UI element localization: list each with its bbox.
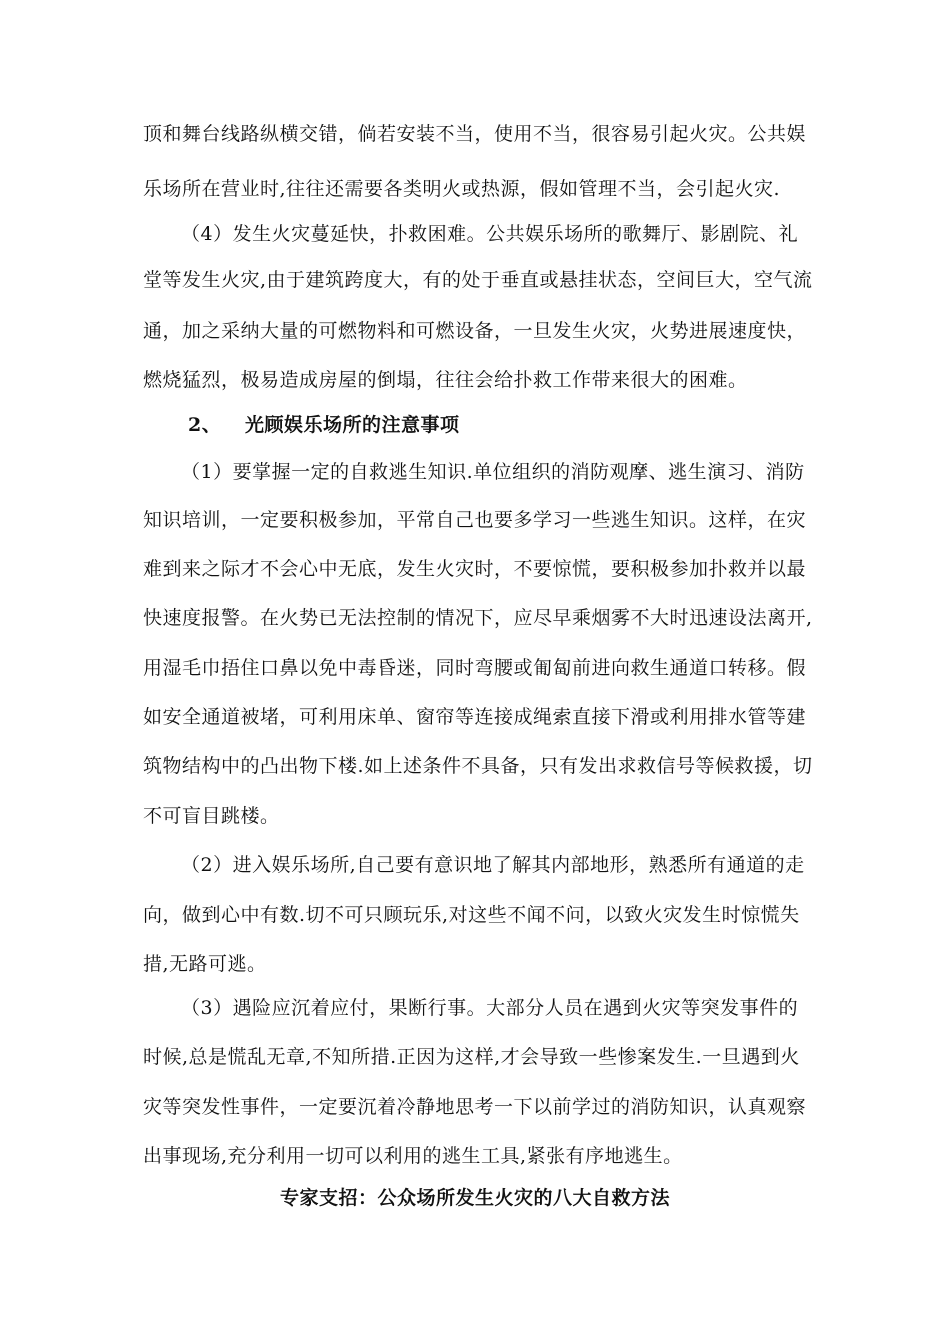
paragraph-line: 乐场所在营业时,往往还需要各类明火或热源，假如管理不当，会引起火灾. <box>143 178 781 200</box>
paragraph-line: 快速度报警。在火势已无法控制的情况下，应尽早乘烟雾不大时迅速设法离开, <box>143 607 813 629</box>
paragraph-line: 通，加之采纳大量的可燃物料和可燃设备，一旦发生火灾，火势进展速度快， <box>143 320 807 342</box>
paragraph-line: 难到来之际才不会心中无底，发生火灾时，不要惊慌，要积极参加扑救并以最 <box>143 558 807 580</box>
paragraph-line: 堂等发生火灾,由于建筑跨度大，有的处于垂直或悬挂状态，空间巨大，空气流 <box>143 269 813 291</box>
paragraph-line: 知识培训，一定要积极参加，平常自己也要多学习一些逃生知识。这样，在灾 <box>143 509 807 531</box>
paragraph-line: （4）发生火灾蔓延快，扑救困难。公共娱乐场所的歌舞厅、影剧院、礼 <box>181 223 799 245</box>
paragraph-line: 灾等突发性事件，一定要沉着冷静地思考一下以前学过的消防知识，认真观察 <box>143 1096 807 1118</box>
paragraph-line: 向，做到心中有数.切不可只顾玩乐,对这些不闻不问，以致火灾发生时惊慌失 <box>143 904 800 926</box>
paragraph-line: 用湿毛巾捂住口鼻以免中毒昏迷，同时弯腰或匍匐前进向救生通道口转移。假 <box>143 657 807 679</box>
final-heading: 专家支招：公众场所发生火灾的八大自救方法 <box>279 1187 670 1209</box>
section-title: 光顾娱乐场所的注意事项 <box>245 414 460 436</box>
paragraph-line: （2）进入娱乐场所,自己要有意识地了解其内部地形，熟悉所有通道的走 <box>181 854 805 876</box>
paragraph-line: 出事现场,充分利用一切可以利用的逃生工具,紧张有序地逃生。 <box>143 1145 683 1167</box>
paragraph-line: 不可盲目跳楼。 <box>143 805 280 827</box>
paragraph-line: （3）遇险应沉着应付，果断行事。大部分人员在遇到火灾等突发事件的 <box>181 997 799 1019</box>
paragraph-line: 筑物结构中的凸出物下楼.如上述条件不具备，只有发出求救信号等候救援，切 <box>143 755 813 777</box>
paragraph-line: 如安全通道被堵，可利用床单、窗帘等连接成绳索直接下滑或利用排水管等建 <box>143 706 807 728</box>
paragraph-line: 措,无路可逃。 <box>143 953 267 975</box>
paragraph-line: 时候,总是慌乱无章,不知所措.正因为这样,才会导致一些惨案发生.一旦遇到火 <box>143 1046 800 1068</box>
paragraph-line: 顶和舞台线路纵横交错，倘若安装不当，使用不当，很容易引起火灾。公共娱 <box>143 123 807 145</box>
section-number: 2、 <box>188 414 222 436</box>
paragraph-line: 燃烧猛烈，极易造成房屋的倒塌，往往会给扑救工作带来很大的困难。 <box>143 369 748 391</box>
paragraph-line: （1）要掌握一定的自救逃生知识.单位组织的消防观摩、逃生演习、消防 <box>181 461 805 483</box>
